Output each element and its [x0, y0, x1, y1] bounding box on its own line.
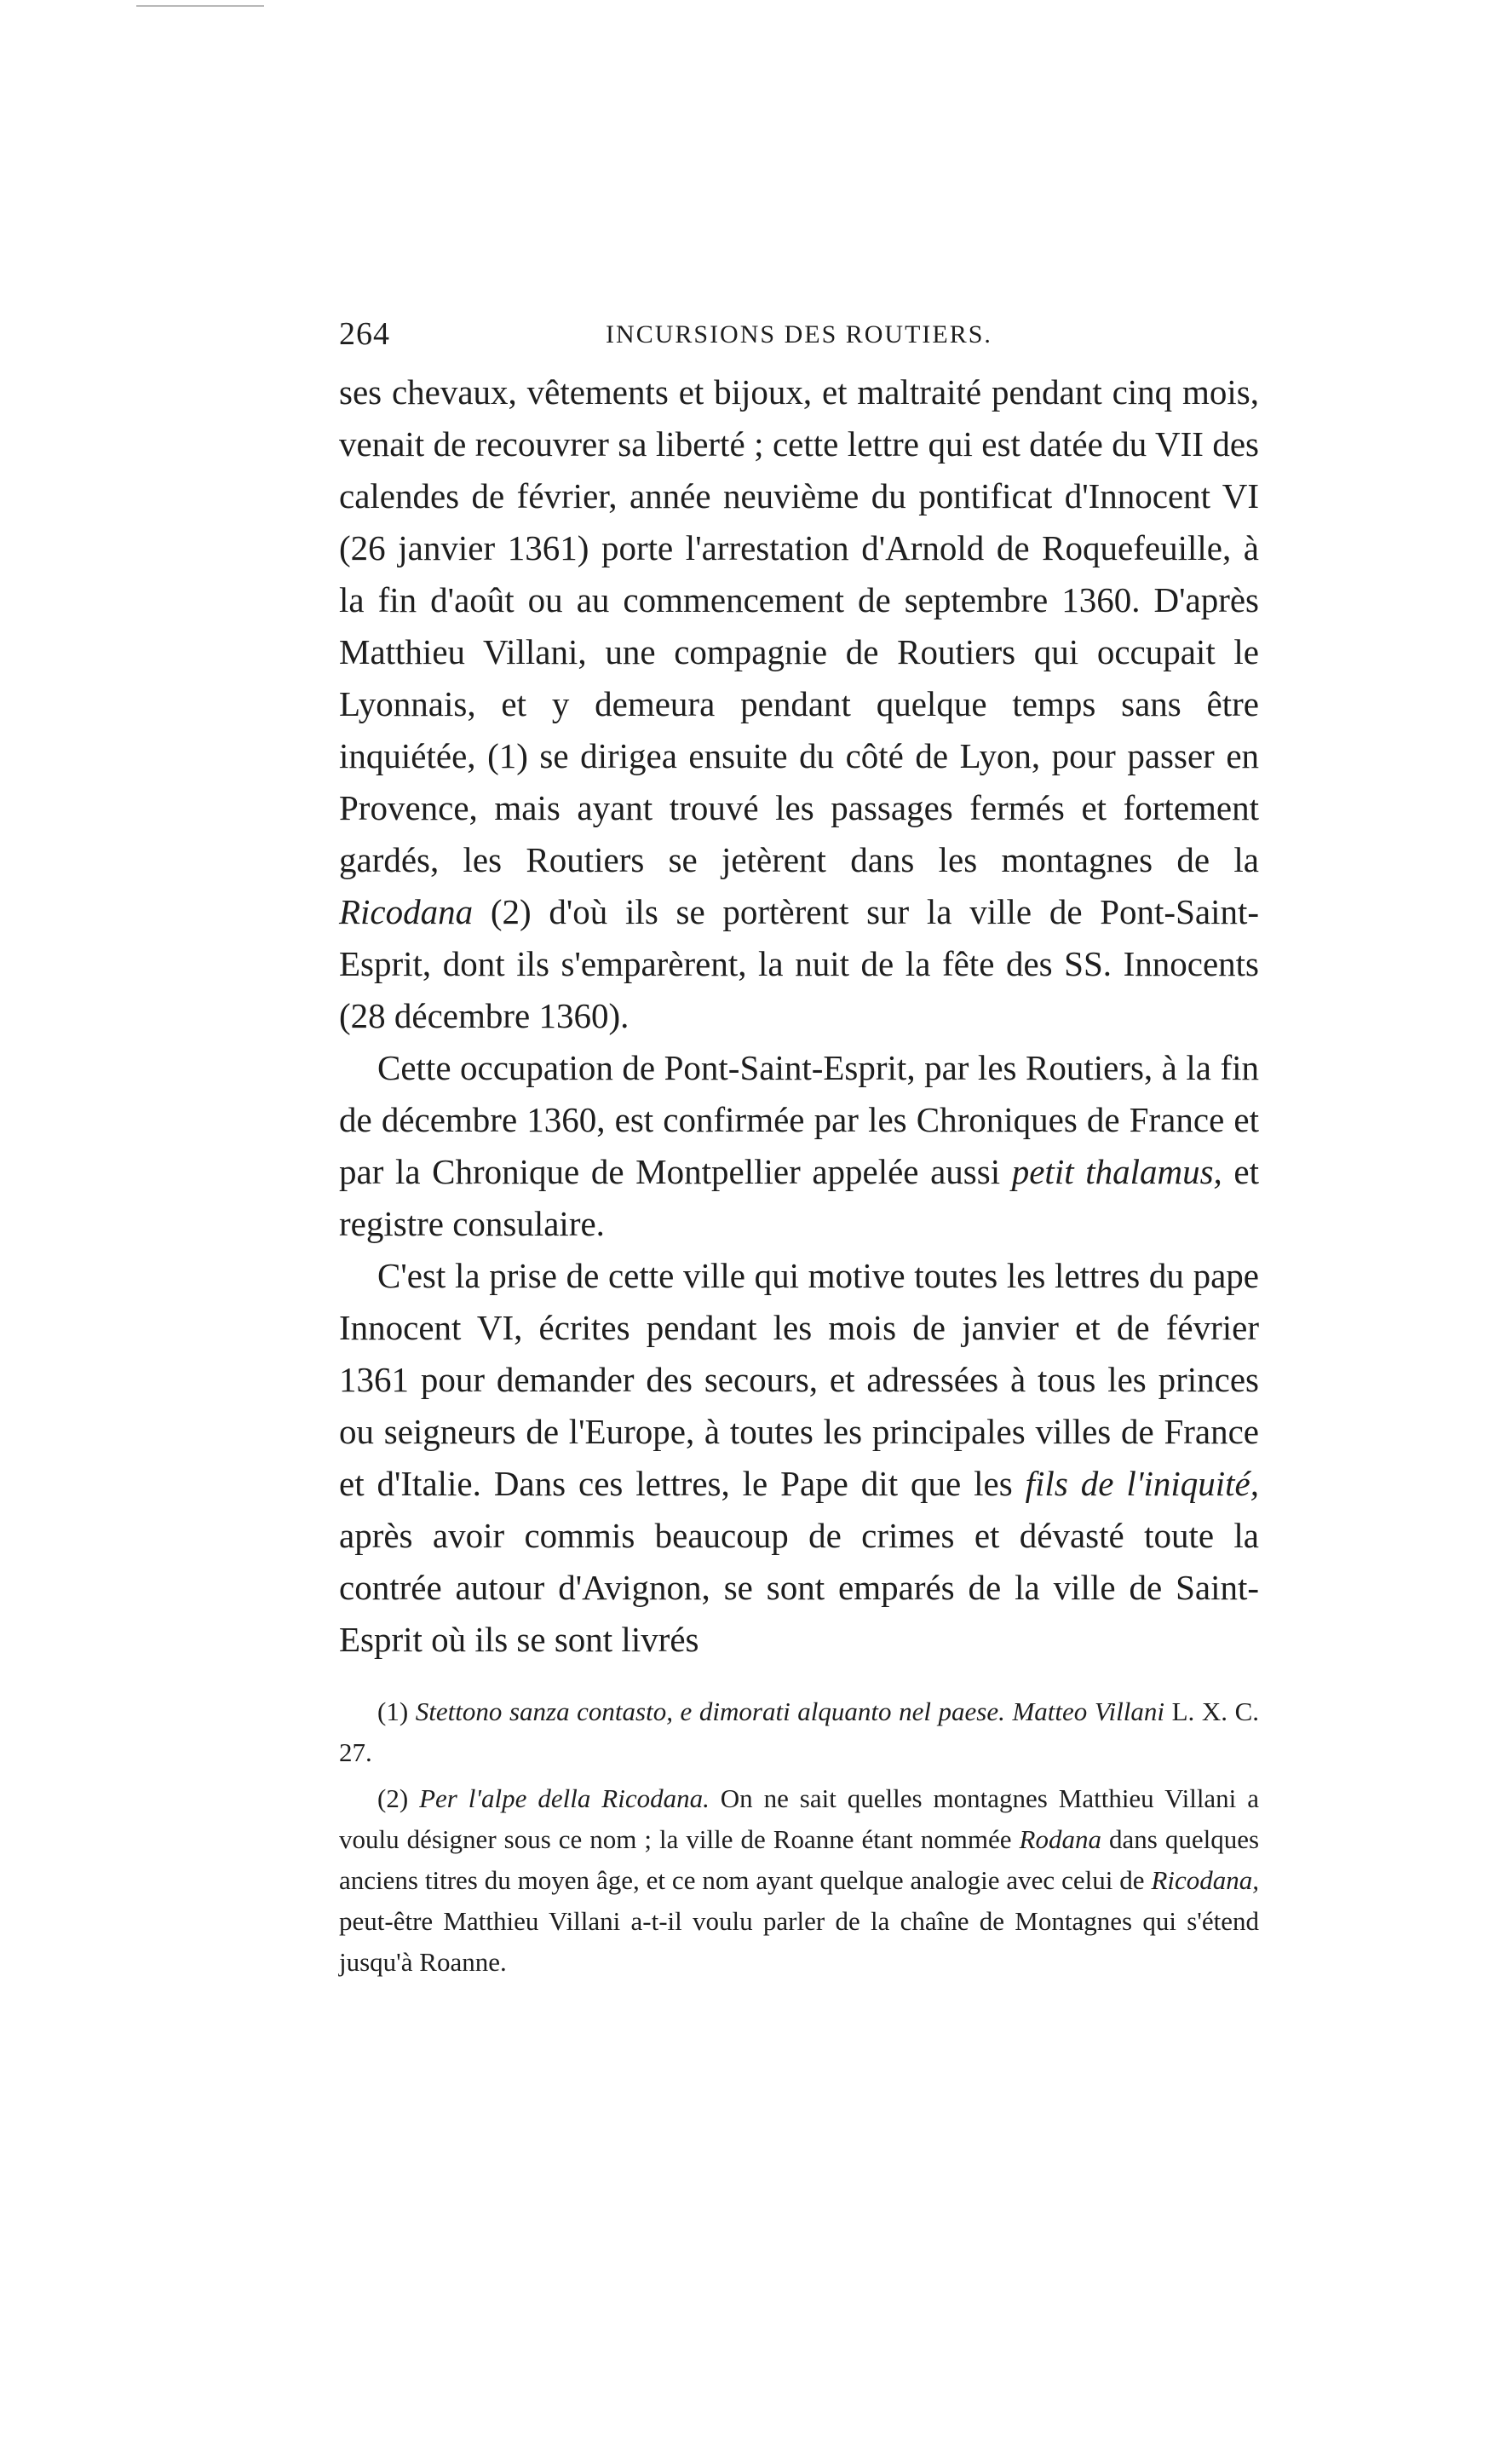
- italic-term: Ricodana,: [1151, 1865, 1259, 1895]
- page-number: 264: [339, 316, 390, 352]
- italic-term: Ricodana: [339, 892, 474, 931]
- running-title: INCURSIONS DES ROUTIERS.: [606, 320, 992, 348]
- text-span: après avoir commis beaucoup de crimes et dévasté toute la contrée autour d'Avignon, se sont emparés de la ville de Saint-Esprit où ils se sont livrés: [339, 1516, 1259, 1659]
- text-span: d'où ils se portèrent sur la ville de Pont-Saint-Esprit, dont ils s'emparèrent, la nuit de la fête des SS. Innocents (28 décembre 1360).: [339, 892, 1260, 1035]
- footnote-quote: Stettono sanza contasto, e dimorati alquanto nel paese.: [415, 1696, 1005, 1726]
- italic-term: fils de l'iniquité,: [1025, 1464, 1260, 1503]
- page-header: [339, 315, 1259, 358]
- text-span: Cette occupation de Pont-Saint-Esprit, par les Routiers, à la fin de décembre 1360, est confirmée par les Chroniques de France et par la Chronique de Montpellier appelée aussi: [339, 1048, 1259, 1191]
- text-span: et registre consulaire.: [339, 1152, 1260, 1243]
- main-text: [339, 366, 1259, 1666]
- italic-term: Rodana: [1019, 1824, 1101, 1854]
- text-span: dans quelques anciens titres du moyen âge, et ce nom ayant quelque analogie avec celui de: [339, 1824, 1260, 1895]
- text-span: On ne sait quelles montagnes Matthieu Villani a voulu désigner sous ce nom ; la ville de Roanne étant nommée: [339, 1783, 1259, 1854]
- footnote: [339, 1691, 1259, 1773]
- footnote-mark: (2): [377, 1783, 409, 1813]
- italic-term: petit thalamus,: [1011, 1152, 1222, 1191]
- footnote-mark: (1): [377, 1696, 409, 1726]
- footnotes: [339, 1691, 1259, 1988]
- footnote: [339, 1778, 1259, 1983]
- text-span: ses chevaux, vêtements et bijoux, et maltraité pendant cinq mois, venait de recouvrer sa liberté ; cette lettre qui est datée du VII des calendes de février, année neuvième du pontificat d'Innocent VI (26 janvier 1361) porte l'arrestation d'Arnold de Roquefeuille, à la fin d'août ou au commencement de septembre 1360. D'après Matthieu Villani, une compagnie de Routiers qui occupait le Lyonnais, et y demeura pendant quelque temps sans être inquiétée,: [339, 372, 1259, 775]
- footnote-ref: (1): [487, 736, 528, 775]
- scan-edge-line: [136, 5, 264, 7]
- footnote-quote: Per l'alpe della Ricodana.: [419, 1783, 710, 1813]
- footnote-author: Matteo Villani: [1012, 1696, 1164, 1726]
- paragraph: [339, 1250, 1259, 1666]
- paragraph: [339, 366, 1259, 1042]
- text-span: peut-être Matthieu Villani a-t-il voulu parler de la chaîne de Montagnes qui s'étend jusqu'à Roanne.: [339, 1906, 1259, 1977]
- text-span: C'est la prise de cette ville qui motive toutes les lettres du pape Innocent VI, écrites pendant les mois de janvier et de février 1361 pour demander des secours, et adressées à tous les princes ou seigneurs de l'Europe, à toutes les principales villes de France et d'Italie. Dans ces lettres, le Pape dit que les: [339, 1256, 1259, 1503]
- footnote-ref: (2): [490, 892, 532, 931]
- paragraph: [339, 1042, 1259, 1250]
- text-span: se dirigea ensuite du côté de Lyon, pour passer en Provence, mais ayant trouvé les passages fermés et fortement gardés, les Routiers se jetèrent dans les montagnes de la: [339, 736, 1260, 879]
- footnote-reference: L. X. C. 27.: [339, 1696, 1260, 1767]
